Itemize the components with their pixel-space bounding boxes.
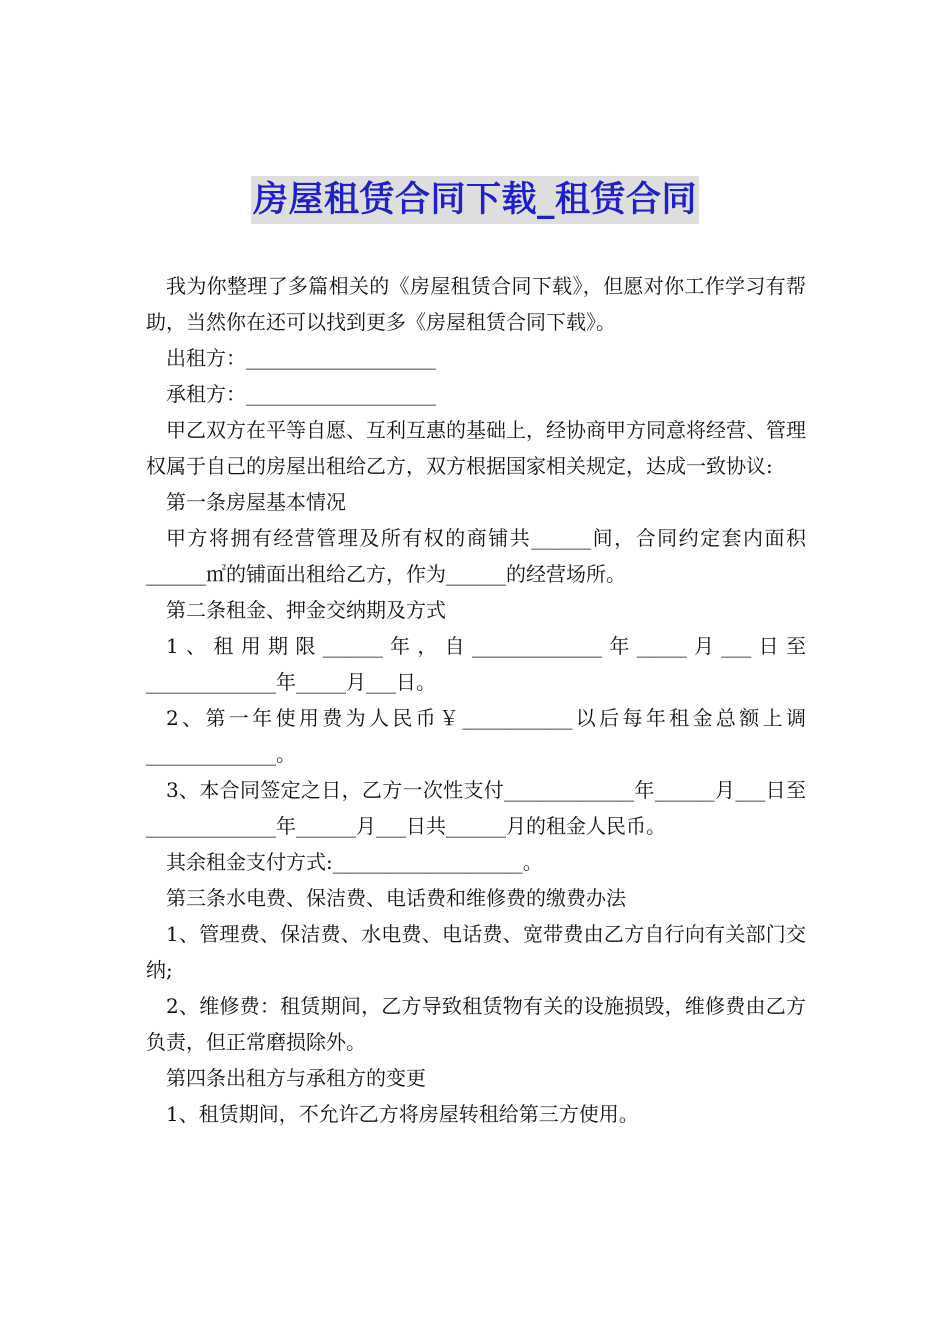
heading-article-3: 第三条水电费、保洁费、电话费和维修费的缴费办法 <box>166 886 626 910</box>
paragraph-article-2-item-3: 3、本合同签定之日，乙方一次性支付_____________年______月___日至_____________年______月___日共______月的租金人民币。 <box>146 778 806 838</box>
paragraph-article-2-item-1: 1、租用期限______年，自_____________年_____月___日至_____________年_____月___日。 <box>146 634 806 694</box>
paragraph-intro: 我为你整理了多篇相关的《房屋租赁合同下载》，但愿对你工作学习有帮助，当然你在还可以找到更多《房屋租赁合同下载》。 <box>146 274 806 334</box>
paragraph-article-3-item-2: 2、维修费：租赁期间，乙方导致租赁物有关的设施损毁，维修费由乙方负责，但正常磨损除外。 <box>146 994 806 1054</box>
heading-article-2: 第二条租金、押金交纳期及方式 <box>166 598 446 622</box>
paragraph-lessor: 出租方：___________________ <box>166 346 436 370</box>
paragraph-article-1-body: 甲方将拥有经营管理及所有权的商铺共______间，合同约定套内面积______㎡的铺面出租给乙方，作为______的经营场所。 <box>146 526 806 586</box>
paragraph-lessee: 承租方：___________________ <box>166 382 436 406</box>
document-body <box>146 268 806 1132</box>
document-title <box>0 176 950 224</box>
paragraph-agreement: 甲乙双方在平等自愿、互利互惠的基础上，经协商甲方同意将经营、管理权属于自己的房屋出租给乙方，双方根据国家相关规定，达成一致协议: <box>146 418 806 478</box>
heading-article-4: 第四条出租方与承租方的变更 <box>166 1066 426 1090</box>
paragraph-article-2-item-2: 2、第一年使用费为人民币￥___________以后每年租金总额上调_____________。 <box>146 706 806 766</box>
document-title-text: 房屋租赁合同下载_租赁合同 <box>251 176 699 224</box>
paragraph-article-3-item-1: 1、管理费、保洁费、水电费、电话费、宽带费由乙方自行向有关部门交纳; <box>146 922 806 982</box>
paragraph-article-4-item-1: 1、租赁期间，不允许乙方将房屋转租给第三方使用。 <box>166 1102 639 1126</box>
heading-article-1: 第一条房屋基本情况 <box>166 490 346 514</box>
paragraph-article-2-other: 其余租金支付方式:___________________。 <box>166 850 543 874</box>
